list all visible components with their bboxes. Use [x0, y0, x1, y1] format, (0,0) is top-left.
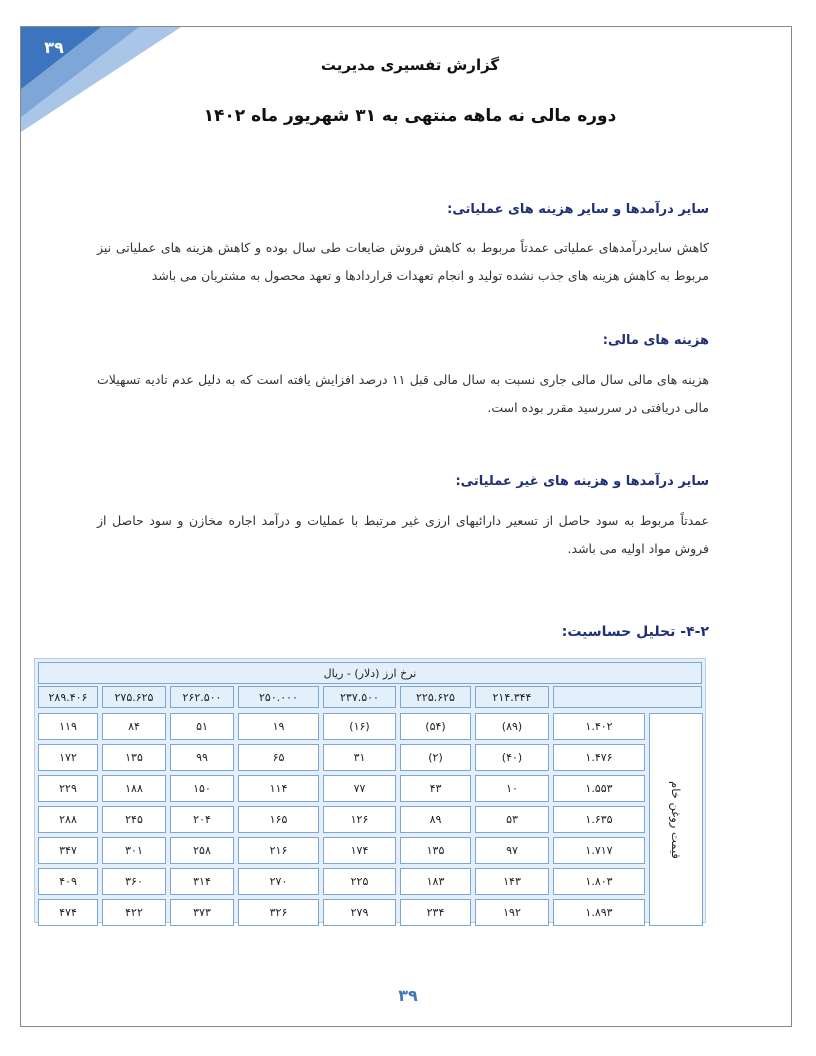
table-cell: (۲) [400, 744, 471, 771]
table-col-header: ۲۱۴.۳۴۴ [475, 686, 549, 708]
table-cell: ۳۲۶ [238, 899, 319, 926]
table-cell: ۱۳۵ [102, 744, 166, 771]
table-cell: ۲۲۹ [38, 775, 98, 802]
table-cell: ۱۲۶ [323, 806, 396, 833]
section-body-finance-costs: هزینه های مالی سال مالی جاری نسبت به سال مالی قبل ۱۱ درصد افزایش یافته است که به دلیل عدم تادیه تسهیلات مالی دریافتی در سررسید مقرر بوده است. [97, 372, 709, 415]
table-cell: ۴۷۴ [38, 899, 98, 926]
table-cell: ۱۷۴ [323, 837, 396, 864]
table-cell: ۸۴ [102, 713, 166, 740]
table-cell: (۱۶) [323, 713, 396, 740]
table-cell: ۱۳۵ [400, 837, 471, 864]
table-row-group-label [649, 713, 703, 926]
table-row-label: ۱.۴۷۶ [553, 744, 645, 771]
table-cell: ۸۹ [400, 806, 471, 833]
table-cell: ۹۹ [170, 744, 234, 771]
table-cell: ۱۵۰ [170, 775, 234, 802]
table-row-label: ۱.۷۱۷ [553, 837, 645, 864]
page-number-top: ۳۹ [44, 38, 64, 57]
table-row-label: ۱.۵۵۳ [553, 775, 645, 802]
table-cell: ۱۱۴ [238, 775, 319, 802]
table-cell: (۵۴) [400, 713, 471, 740]
table-cell: ۲۳۴ [400, 899, 471, 926]
table-col-header: ۲۲۵.۶۲۵ [400, 686, 471, 708]
table-cell: ۳۷۳ [170, 899, 234, 926]
table-cell: (۸۹) [475, 713, 549, 740]
table-cell: ۴۰۹ [38, 868, 98, 895]
table-cell: ۱۸۳ [400, 868, 471, 895]
table-row-label: ۱.۴۰۲ [553, 713, 645, 740]
table-cell: ۲۷۹ [323, 899, 396, 926]
table-row-group-label-text: قیمت روغن خام [669, 780, 683, 859]
table-col-group-label: نرخ ارز (دلار) - ریال [38, 662, 702, 684]
table-cell: ۱۹۲ [475, 899, 549, 926]
table-cell: ۳۱۴ [170, 868, 234, 895]
table-cell: ۲۵۸ [170, 837, 234, 864]
table-cell: ۴۳ [400, 775, 471, 802]
table-cell: ۲۷۰ [238, 868, 319, 895]
table-header-corner [553, 686, 702, 708]
table-cell: ۲۰۴ [170, 806, 234, 833]
table-cell: ۱۱۹ [38, 713, 98, 740]
table-cell: ۲۱۶ [238, 837, 319, 864]
table-col-header: ۲۵۰.۰۰۰ [238, 686, 319, 708]
section-heading-other-operating: سایر درآمدها و سایر هزینه های عملیاتی: [447, 202, 709, 217]
table-row-label: ۱.۸۹۳ [553, 899, 645, 926]
table-cell: ۳۰۱ [102, 837, 166, 864]
sensitivity-heading: ۴-۲- تحلیل حساسیت: [561, 624, 709, 640]
table-cell: ۱۹ [238, 713, 319, 740]
table-cell: ۳۶۰ [102, 868, 166, 895]
table-row-label: ۱.۸۰۳ [553, 868, 645, 895]
page-number-bottom: ۳۹ [398, 986, 418, 1005]
table-cell: ۲۸۸ [38, 806, 98, 833]
section-heading-non-operating: سایر درآمدها و هزینه های غیر عملیاتی: [455, 474, 709, 489]
section-heading-finance-costs: هزینه های مالی: [602, 333, 709, 348]
sensitivity-table [34, 658, 706, 923]
table-cell: ۵۳ [475, 806, 549, 833]
table-cell: ۲۲۵ [323, 868, 396, 895]
table-row-label: ۱.۶۳۵ [553, 806, 645, 833]
table-cell: ۲۴۵ [102, 806, 166, 833]
table-cell: ۱۴۳ [475, 868, 549, 895]
table-cell: ۱۰ [475, 775, 549, 802]
table-cell: ۱۶۵ [238, 806, 319, 833]
table-cell: ۷۷ [323, 775, 396, 802]
table-cell: ۹۷ [475, 837, 549, 864]
table-col-header: ۲۷۵.۶۲۵ [102, 686, 166, 708]
section-body-non-operating: عمدتاً مربوط به سود حاصل از تسعیر دارائیهای ارزی غیر مرتبط با عملیات و درآمد اجاره مخازن و سود حاصل از فروش مواد اولیه می باشد. [97, 513, 709, 556]
report-title: گزارش تفسیری مدیریت [320, 56, 500, 74]
table-col-header: ۲۳۷.۵۰۰ [323, 686, 396, 708]
table-cell: ۳۱ [323, 744, 396, 771]
table-cell: ۵۱ [170, 713, 234, 740]
report-period: دوره مالی نه ماهه منتهی به ۳۱ شهریور ماه ۱۴۰۲ [203, 106, 617, 126]
section-body-other-operating: کاهش سایردرآمدهای عملیاتی عمدتاً مربوط به کاهش فروش ضایعات طی سال بوده و کاهش هزینه های عملیاتی نیز مربوط به کاهش هزینه های جذب نشده تولید و انجام تعهدات قراردادها و تعهد محصول به مشتریان می باشد [97, 240, 709, 283]
table-cell: (۴۰) [475, 744, 549, 771]
table-cell: ۱۸۸ [102, 775, 166, 802]
table-cell: ۴۲۲ [102, 899, 166, 926]
table-col-header: ۲۸۹.۴۰۶ [38, 686, 98, 708]
table-col-header: ۲۶۲.۵۰۰ [170, 686, 234, 708]
table-cell: ۱۷۲ [38, 744, 98, 771]
table-cell: ۶۵ [238, 744, 319, 771]
table-cell: ۳۴۷ [38, 837, 98, 864]
